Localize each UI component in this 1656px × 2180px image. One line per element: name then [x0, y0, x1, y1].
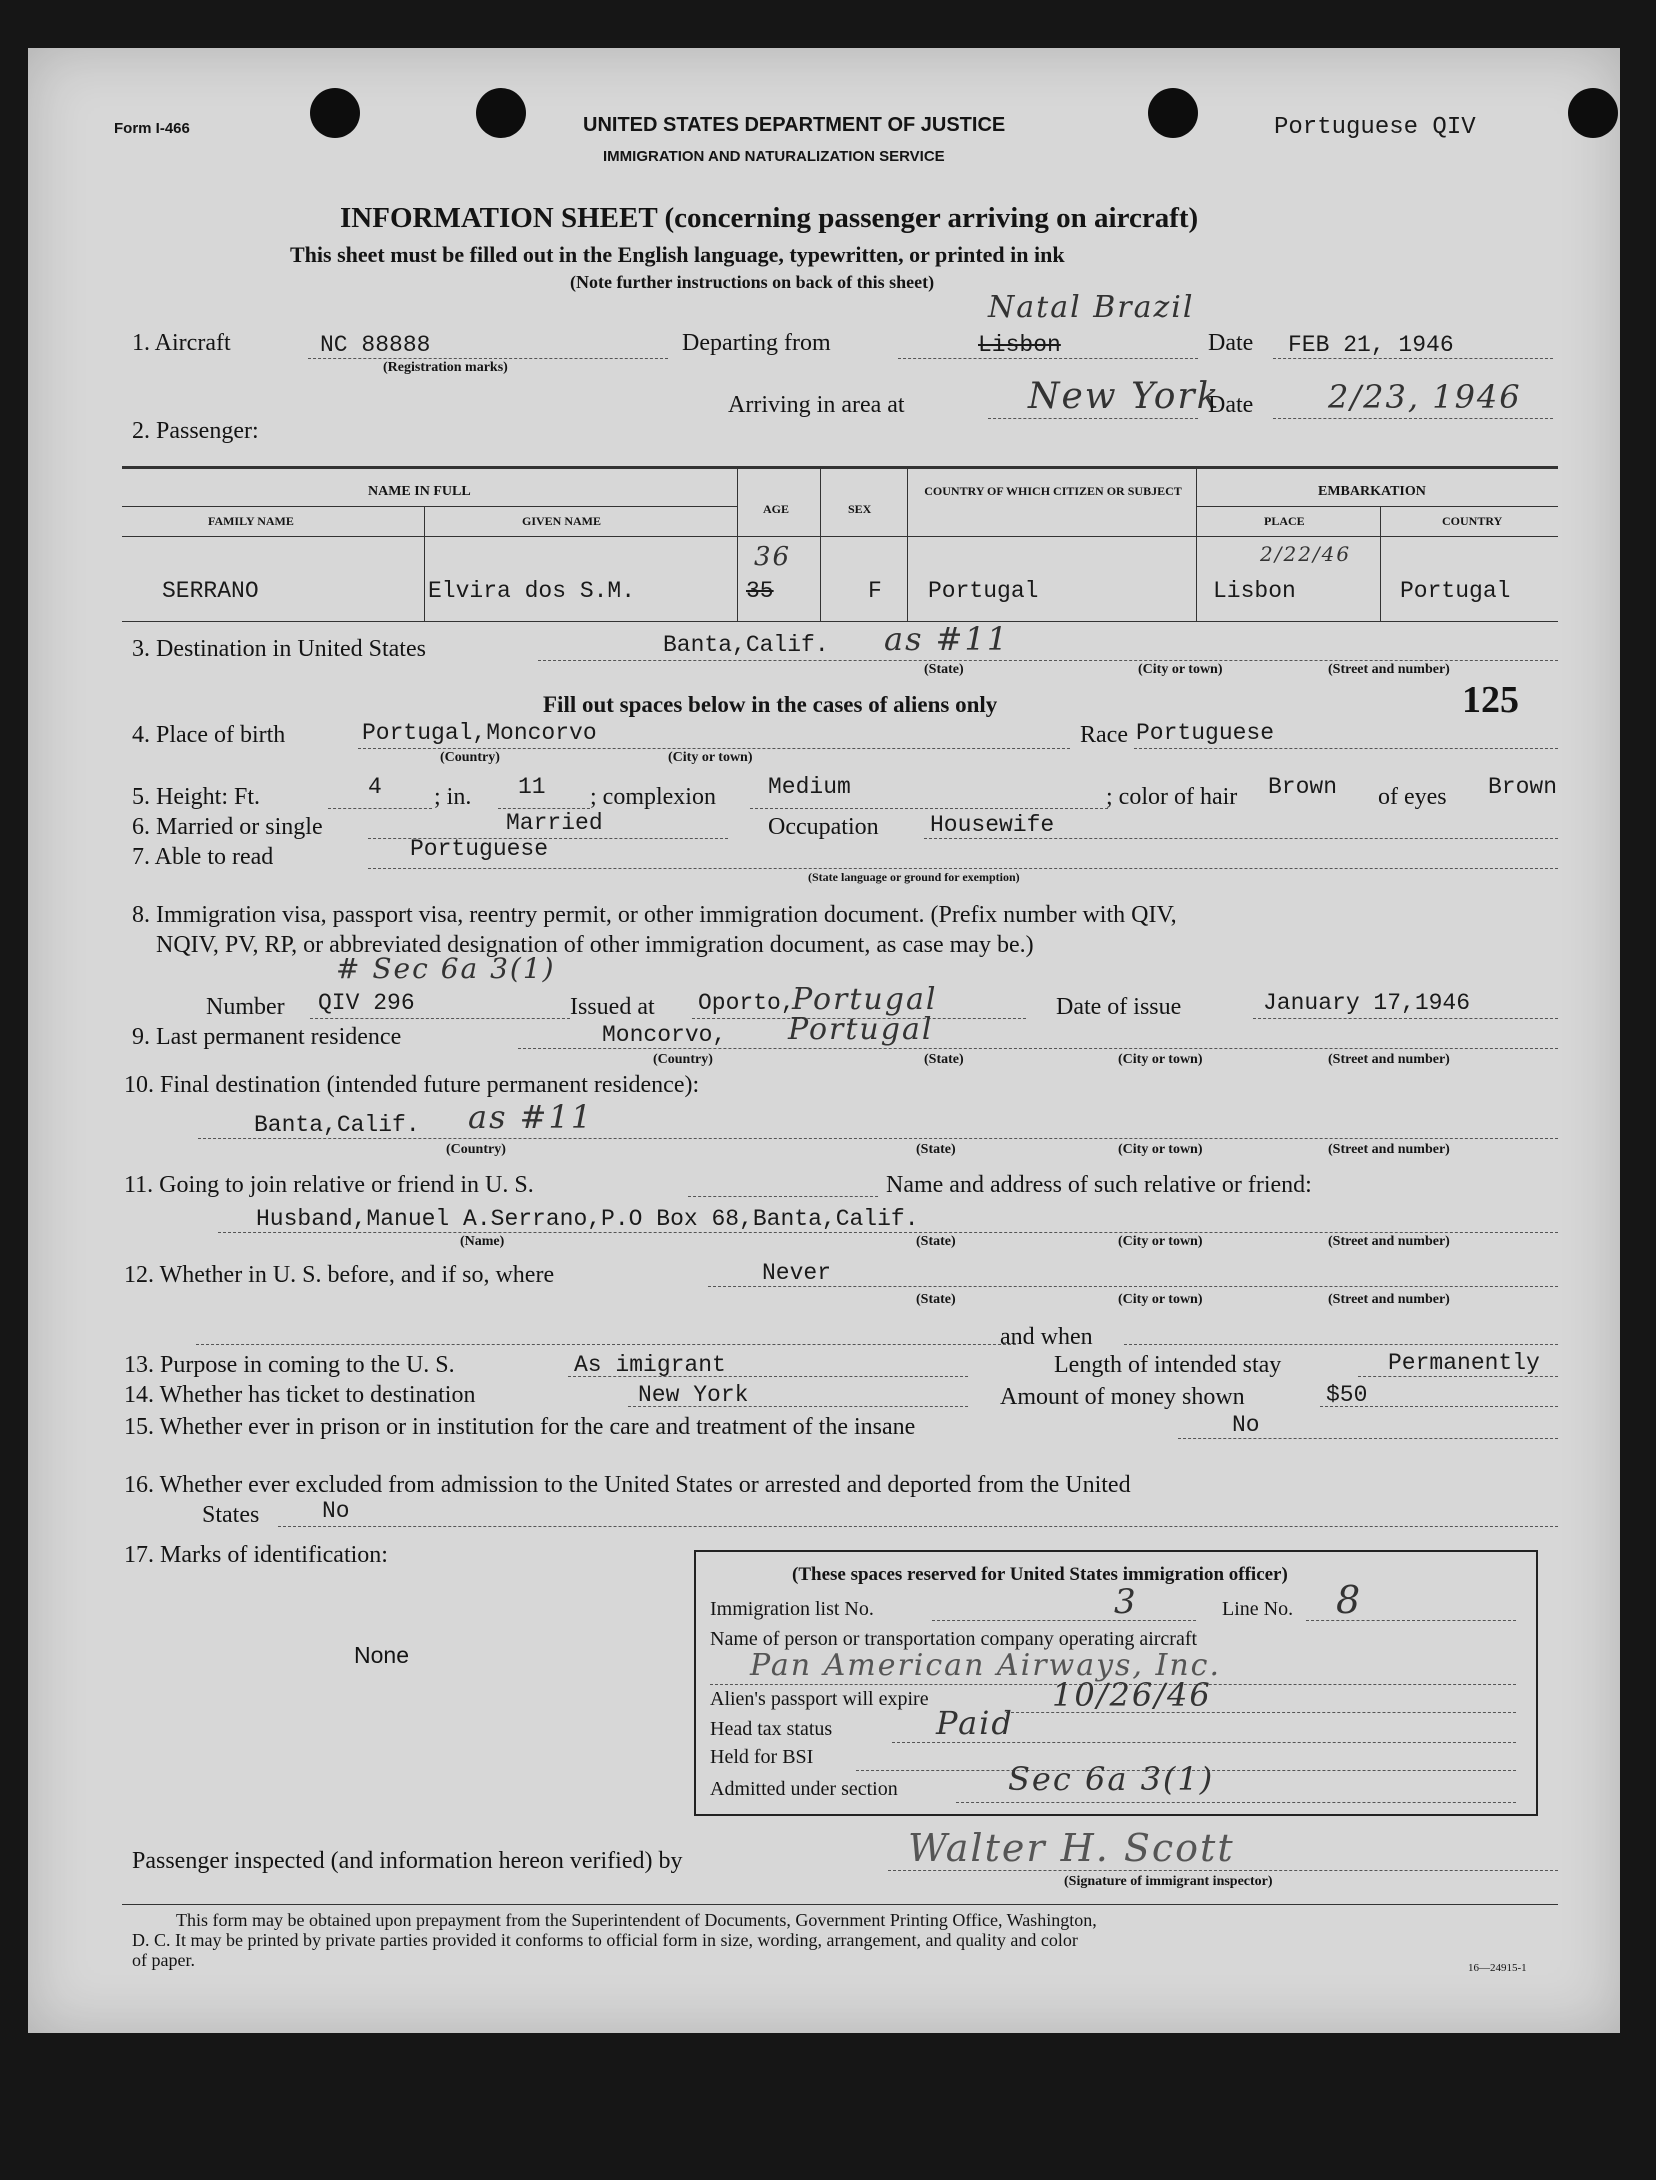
- line-value: 8: [1336, 1578, 1363, 1622]
- height-in-label: ; in.: [434, 784, 472, 810]
- departing-handwritten: Natal Brazil: [988, 290, 1195, 325]
- join-line: [688, 1196, 878, 1197]
- header-family-name: FAMILY NAME: [208, 514, 294, 528]
- and-when-line: [1124, 1344, 1558, 1345]
- passport-label: Alien's passport will expire: [710, 1688, 929, 1710]
- header-age: AGE: [763, 502, 790, 516]
- passport-line: [1006, 1712, 1516, 1713]
- prison-value: No: [1232, 1412, 1260, 1438]
- purpose-value: As imigrant: [574, 1352, 726, 1378]
- given-name: Elvira dos S.M.: [428, 578, 636, 604]
- signature-line: [888, 1870, 1558, 1871]
- purpose-label: 13. Purpose in coming to the U. S.: [124, 1352, 455, 1378]
- inspected-label: Passenger inspected (and information hereon verified) by: [132, 1848, 683, 1874]
- table-divider: [1380, 506, 1381, 621]
- caption-city: (City or town): [1138, 662, 1223, 677]
- instruction-line: This sheet must be filled out in the English language, typewritten, or printed in ink: [290, 242, 1065, 267]
- residence-line: [518, 1048, 1558, 1049]
- money-line: [1320, 1406, 1558, 1407]
- embark-country: Portugal: [1400, 578, 1511, 604]
- passport-value: 10/26/46: [1052, 1676, 1212, 1714]
- table-divider: [820, 466, 821, 621]
- race-line: [1134, 748, 1558, 749]
- arriving-label: Arriving in area at: [728, 392, 905, 418]
- excluded-label: 16. Whether ever excluded from admission to the United States or arrested and deported from the United: [124, 1472, 1131, 1498]
- footer-line-2: D. C. It may be printed by private parties provided it conforms to official form in size, wording, arrangement, and quality and color: [132, 1930, 1078, 1950]
- height-ft: 4: [368, 774, 382, 800]
- departing-typed: Lisbon: [978, 332, 1061, 358]
- form-number: Form I-466: [114, 120, 190, 137]
- before-label: 12. Whether in U. S. before, and if so, where: [124, 1262, 555, 1288]
- departure-date-label: Date: [1208, 330, 1254, 356]
- citizen-country: Portugal: [928, 578, 1039, 604]
- tax-label: Head tax status: [710, 1718, 833, 1740]
- final-destination-handwritten: as #11: [468, 1098, 594, 1136]
- punch-hole: [1568, 88, 1618, 138]
- company-value: Pan American Airways, Inc.: [750, 1648, 1222, 1683]
- final-destination-value: Banta,Calif.: [254, 1112, 420, 1138]
- family-name: SERRANO: [162, 578, 259, 604]
- complexion-value: Medium: [768, 774, 851, 800]
- line-no-line: [1306, 1620, 1516, 1621]
- complexion-line: [750, 808, 1108, 809]
- punch-hole: [1148, 88, 1198, 138]
- caption-city: (City or town): [1118, 1292, 1203, 1307]
- title-sub: (concerning passenger arriving on aircraft): [664, 202, 1199, 234]
- caption-state: (State): [916, 1234, 956, 1249]
- form-title: [340, 202, 1198, 235]
- company-label: Name of person or transportation company operating aircraft: [710, 1628, 1198, 1650]
- read-caption: (State language or ground for exemption): [808, 870, 1020, 884]
- header-given-name: GIVEN NAME: [522, 514, 602, 528]
- service-name: IMMIGRATION AND NATURALIZATION SERVICE: [603, 148, 945, 165]
- instruction-note: (Note further instructions on back of this sheet): [570, 272, 935, 292]
- excluded-value: No: [322, 1498, 350, 1524]
- excluded-line: [278, 1526, 1558, 1527]
- excluded-label-2: States: [202, 1502, 260, 1528]
- birth-value: Portugal,Moncorvo: [362, 720, 597, 746]
- stay-value: Permanently: [1388, 1350, 1540, 1376]
- join-label: 11. Going to join relative or friend in U. S.: [124, 1172, 534, 1198]
- marks-label: 17. Marks of identification:: [124, 1542, 388, 1568]
- ticket-value: New York: [638, 1382, 749, 1408]
- caption-city: (City or town): [1118, 1142, 1203, 1157]
- departure-date: FEB 21, 1946: [1288, 332, 1454, 358]
- eyes-value: Brown: [1488, 774, 1558, 800]
- arriving-handwritten: New York: [1028, 376, 1221, 417]
- caption-state: (State): [924, 1052, 964, 1067]
- caption-city: (City or town): [1118, 1234, 1203, 1249]
- officer-box-title: (These spaces reserved for United States immigration officer): [792, 1564, 1288, 1585]
- tax-line: [892, 1742, 1516, 1743]
- issue-date: January 17,1946: [1263, 990, 1471, 1016]
- caption-state: (State): [924, 662, 964, 677]
- race-value: Portuguese: [1136, 720, 1275, 746]
- height-in-line: [498, 808, 590, 809]
- married-label: 6. Married or single: [132, 814, 323, 840]
- table-sub-line: [1196, 506, 1558, 507]
- age-corrected: 36: [754, 542, 792, 572]
- caption-state: (State): [916, 1292, 956, 1307]
- eyes-label: of eyes: [1378, 784, 1447, 810]
- list-value: 3: [1114, 1582, 1138, 1622]
- bsi-label: Held for BSI: [710, 1746, 814, 1768]
- section-value: Sec 6a 3(1): [1008, 1760, 1215, 1798]
- table-divider: [907, 466, 908, 621]
- caption-street: (Street and number): [1328, 1292, 1450, 1307]
- table-sub-line: [122, 506, 737, 507]
- money-label: Amount of money shown: [1000, 1384, 1245, 1410]
- aircraft-label: 1. Aircraft: [132, 330, 231, 356]
- visa-number-handwritten: # Sec 6a 3(1): [336, 952, 556, 985]
- form-sheet: [28, 48, 1620, 2033]
- caption-state: (State): [916, 1142, 956, 1157]
- marks-value: None: [354, 1642, 409, 1668]
- join-label-2: Name and address of such relative or friend:: [886, 1172, 1312, 1198]
- caption-country: (Country): [440, 750, 500, 765]
- arrival-date-line: [1273, 418, 1553, 419]
- birth-label: 4. Place of birth: [132, 722, 286, 748]
- race-label: Race: [1080, 722, 1128, 748]
- prison-label: 15. Whether ever in prison or in institution for the care and treatment of the insane: [124, 1414, 916, 1440]
- caption-street: (Street and number): [1328, 662, 1450, 677]
- issue-date-line: [1253, 1018, 1558, 1019]
- final-destination-label: 10. Final destination (intended future permanent residence):: [124, 1072, 700, 1098]
- signature-caption: (Signature of immigrant inspector): [1064, 1874, 1273, 1889]
- caption-city: (City or town): [1118, 1052, 1203, 1067]
- list-label: Immigration list No.: [710, 1598, 874, 1620]
- residence-value: Moncorvo,: [602, 1022, 727, 1048]
- ticket-line: [628, 1406, 968, 1407]
- footer-line-1: This form may be obtained upon prepayment from the Superintendent of Documents, Government Printing Office, Washington,: [176, 1910, 1097, 1930]
- registration-caption: (Registration marks): [383, 360, 508, 375]
- visa-label-2: NQIV, PV, RP, or abbreviated designation of other immigration document, as case may be.): [156, 932, 1034, 958]
- arrival-date: 2/23, 1946: [1328, 378, 1522, 416]
- embark-place: Lisbon: [1213, 578, 1296, 604]
- table-divider: [737, 466, 738, 621]
- and-when-label: and when: [1000, 1324, 1093, 1350]
- ticket-label: 14. Whether has ticket to destination: [124, 1382, 476, 1408]
- stamp-number: 125: [1462, 679, 1519, 721]
- header-embark-country: COUNTRY: [1442, 514, 1503, 528]
- header-place: PLACE: [1264, 514, 1305, 528]
- visa-number-line: [310, 1018, 570, 1019]
- money-value: $50: [1326, 1382, 1368, 1408]
- hair-value: Brown: [1268, 774, 1338, 800]
- visa-number: QIV 296: [318, 990, 415, 1016]
- occupation-label: Occupation: [768, 814, 879, 840]
- read-label: 7. Able to read: [132, 844, 274, 870]
- caption-city: (City or town): [668, 750, 753, 765]
- caption-street: (Street and number): [1328, 1142, 1450, 1157]
- table-header-line: [122, 536, 1558, 537]
- table-divider: [1196, 466, 1197, 621]
- prison-line: [1178, 1438, 1558, 1439]
- before-line: [708, 1286, 1558, 1287]
- before-value: Never: [762, 1260, 832, 1286]
- caption-country: (Country): [446, 1142, 506, 1157]
- embark-date-handwritten: 2/22/46: [1260, 542, 1352, 566]
- stay-label: Length of intended stay: [1054, 1352, 1282, 1378]
- table-bottom-line: [122, 621, 1558, 622]
- arriving-line: [988, 418, 1198, 419]
- final-destination-line: [198, 1138, 1558, 1139]
- height-label: 5. Height: Ft.: [132, 784, 261, 810]
- residence-handwritten: Portugal: [788, 1012, 934, 1047]
- header-sex: SEX: [848, 502, 872, 516]
- destination-line: [538, 660, 1558, 661]
- residence-label: 9. Last permanent residence: [132, 1024, 402, 1050]
- destination-handwritten: as #11: [884, 620, 1010, 658]
- inspector-signature: Walter H. Scott: [908, 1826, 1235, 1870]
- hair-label: ; color of hair: [1106, 784, 1238, 810]
- aircraft-value: NC 88888: [320, 332, 431, 358]
- officer-box: [694, 1550, 1538, 1816]
- list-line: [932, 1620, 1196, 1621]
- issue-date-label: Date of issue: [1056, 994, 1182, 1020]
- issued-handwritten: Portugal: [792, 982, 938, 1017]
- before-line-2: [196, 1344, 1016, 1345]
- departure-date-line: [1273, 358, 1553, 359]
- sex: F: [868, 578, 882, 604]
- table-divider: [424, 506, 425, 621]
- complexion-label: ; complexion: [590, 784, 716, 810]
- caption-street: (Street and number): [1328, 1234, 1450, 1249]
- join-value: Husband,Manuel A.Serrano,P.O Box 68,Banta,Calif.: [256, 1206, 919, 1232]
- table-top-line: [122, 466, 1558, 469]
- punch-hole: [476, 88, 526, 138]
- destination-label: 3. Destination in United States: [132, 636, 426, 662]
- age: 35: [746, 578, 774, 604]
- section-label: Admitted under section: [710, 1778, 898, 1800]
- height-in: 11: [518, 774, 546, 800]
- read-line: [368, 868, 1558, 869]
- section-line: [956, 1802, 1516, 1803]
- purpose-line: [568, 1376, 968, 1377]
- caption-street: (Street and number): [1328, 1052, 1450, 1067]
- arrival-date-label: Date: [1208, 392, 1254, 418]
- line-label: Line No.: [1222, 1598, 1294, 1620]
- passenger-label: 2. Passenger:: [132, 418, 259, 444]
- footer-rule: [122, 1904, 1558, 1905]
- occupation-value: Housewife: [930, 812, 1055, 838]
- occupation-line: [924, 838, 1558, 839]
- married-value: Married: [506, 810, 603, 836]
- footer-code: 16—24915-1: [1468, 1962, 1527, 1974]
- aircraft-line: [308, 358, 668, 359]
- visa-label: 8. Immigration visa, passport visa, reentry permit, or other immigration document. (Prefix number with QIV,: [132, 902, 1177, 928]
- tax-value: Paid: [936, 1704, 1014, 1742]
- department-name: UNITED STATES DEPARTMENT OF JUSTICE: [583, 114, 1006, 136]
- departing-label: Departing from: [682, 330, 831, 356]
- destination-value: Banta,Calif.: [663, 632, 829, 658]
- aliens-heading: Fill out spaces below in the cases of aliens only: [543, 692, 998, 717]
- departing-line: [898, 358, 1198, 359]
- visa-class: Portuguese QIV: [1274, 114, 1476, 141]
- header-country: COUNTRY OF WHICH CITIZEN OR SUBJECT: [924, 484, 1182, 498]
- issued-value: Oporto,: [698, 990, 795, 1016]
- join-value-line: [218, 1232, 1558, 1233]
- birth-line: [358, 748, 1070, 749]
- header-name-in-full: NAME IN FULL: [368, 484, 471, 499]
- read-value: Portuguese: [410, 836, 549, 862]
- title-main: INFORMATION SHEET: [340, 202, 658, 234]
- visa-number-label: Number: [206, 994, 285, 1020]
- punch-hole: [310, 88, 360, 138]
- issued-label: Issued at: [570, 994, 655, 1020]
- caption-country: (Country): [653, 1052, 713, 1067]
- height-ft-line: [328, 808, 432, 809]
- stay-line: [1358, 1376, 1558, 1377]
- header-embarkation: EMBARKATION: [1318, 484, 1426, 499]
- footer-line-3: of paper.: [132, 1950, 195, 1970]
- caption-name: (Name): [460, 1234, 505, 1249]
